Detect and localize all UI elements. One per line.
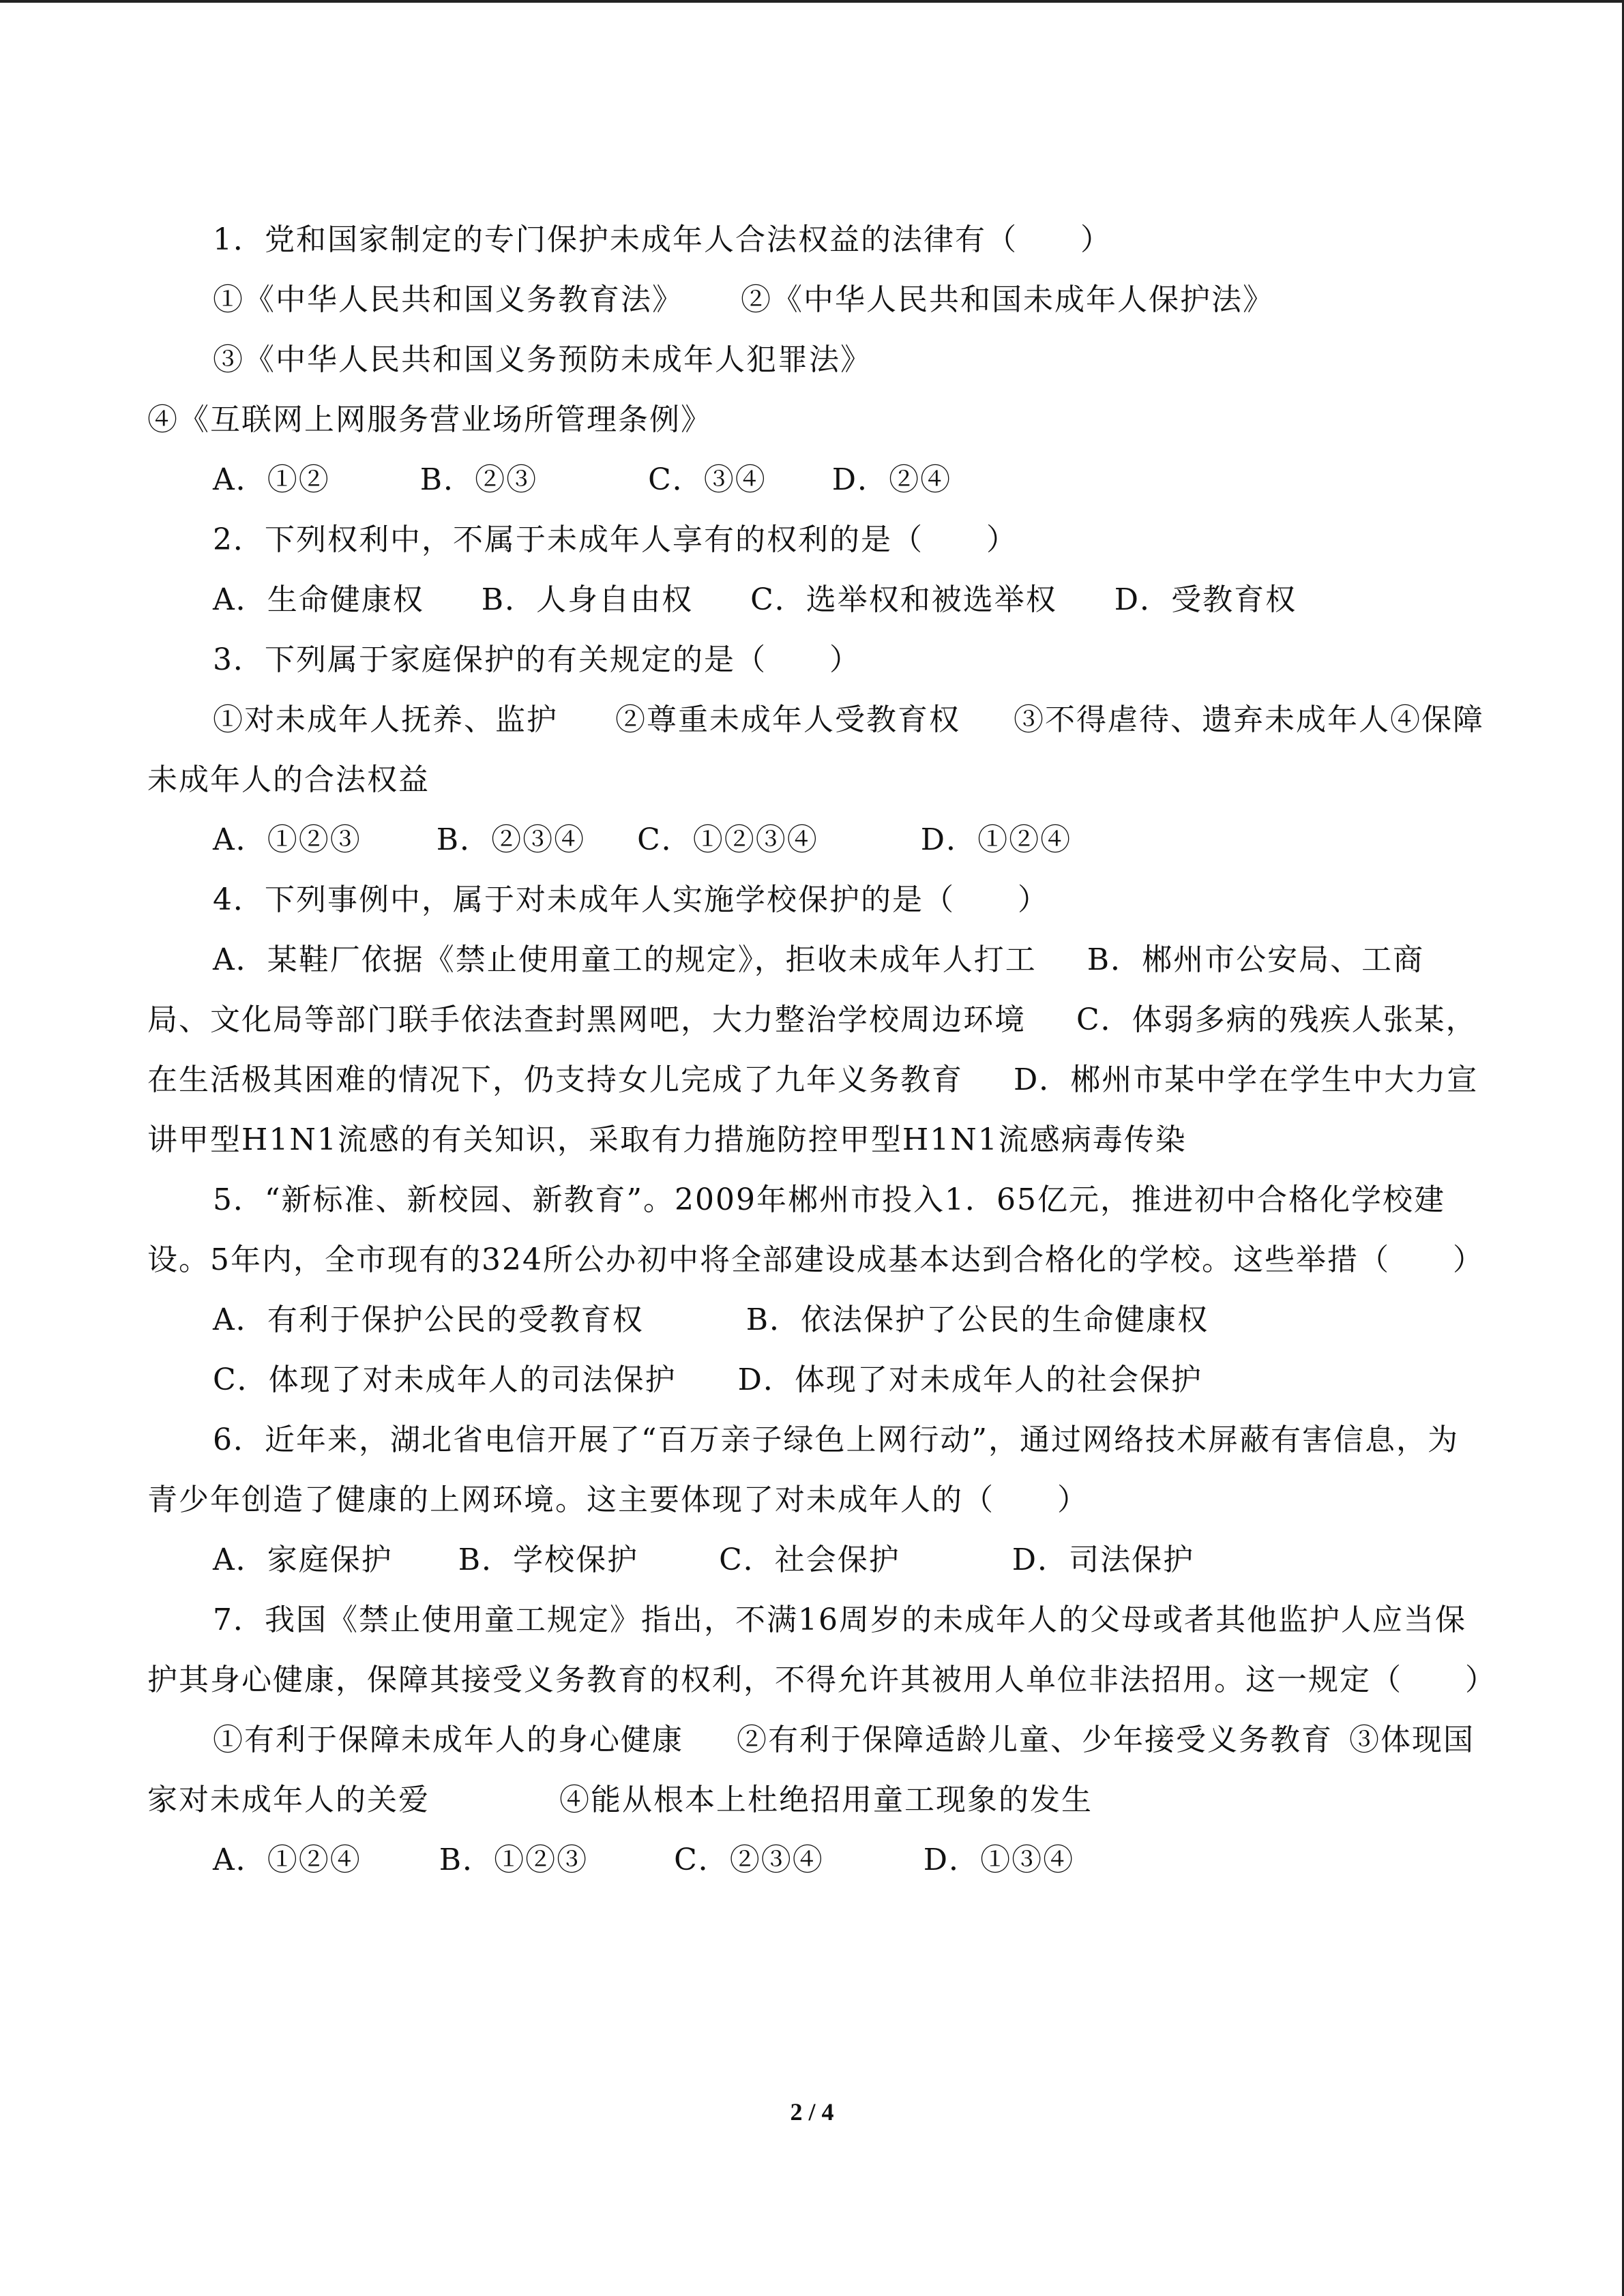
- q3-stem: 3．下列属于家庭保护的有关规定的是（ ）: [213, 642, 861, 677]
- q1-option-c: C．③④: [648, 462, 767, 497]
- q4-stem: 4．下列事例中，属于对未成年人实施学校保护的是（ ）: [213, 882, 1049, 917]
- q4-option-b: B．郴州市公安局、工商局、文化局等部门联手依法查封黑网吧，大力整治学校周边环境: [147, 942, 1425, 1037]
- q3-option-a: A．①②③: [213, 822, 361, 857]
- q7-items: [147, 1710, 1484, 1830]
- q3-option-b: B．②③④: [436, 822, 586, 857]
- q1-items-row1: [147, 270, 1484, 330]
- q7-stem: 7．我国《禁止使用童工规定》指出，不满16周岁的未成年人的父母或者其他监护人应当保护其身心健康，保障其接受义务教育的权利，不得允许其被用人单位非法招用。这一规定（ ）: [147, 1602, 1496, 1697]
- q1-item-1: ①《中华人民共和国义务教育法》: [213, 282, 683, 317]
- q6-option-b: B．学校保护: [458, 1542, 639, 1577]
- q3-item-4: ④保障未成年人的合法权益: [147, 702, 1484, 797]
- q5-option-d: D．体现了对未成年人的社会保护: [737, 1362, 1202, 1397]
- q7-item-2: ②有利于保障适龄儿童、少年接受义务教育: [737, 1723, 1333, 1757]
- q3-items: [147, 690, 1484, 810]
- q3-option-c: C．①②③④: [637, 822, 818, 857]
- q1-stem: 1．党和国家制定的专门保护未成年人合法权益的法律有（ ）: [213, 222, 1112, 257]
- q3-options: [213, 810, 1484, 870]
- q2-option-b: B．人身自由权: [481, 582, 694, 617]
- q7-item-1: ①有利于保障未成年人的身心健康: [213, 1723, 683, 1757]
- q6-stem: 6．近年来，湖北省电信开展了“百万亲子绿色上网行动”，通过网络技术屏蔽有害信息，为青少年创造了健康的上网环境。这主要体现了对未成年人的（ ）: [147, 1422, 1459, 1517]
- q3-item-3: ③不得虐待、遗弃未成年人: [1014, 702, 1390, 737]
- q4-option-c: C．体弱多病的残疾人张某，在生活极其困难的情况下，仍支持女儿完成了九年义务教育: [147, 1002, 1477, 1097]
- q3-item-2: ②尊重未成年人受教育权: [615, 702, 960, 737]
- q6-option-d: D．司法保护: [1012, 1542, 1195, 1577]
- q4-options: [147, 930, 1484, 1170]
- q5-option-c: C．体现了对未成年人的司法保护: [213, 1362, 677, 1397]
- q7-option-c: C．②③④: [674, 1843, 824, 1877]
- q5-option-b: B．依法保护了公民的生命健康权: [745, 1302, 1209, 1337]
- q2-option-c: C．选举权和被选举权: [750, 582, 1057, 617]
- q1-options: [213, 450, 1484, 510]
- q7-option-d: D．①③④: [923, 1843, 1075, 1877]
- q2-option-d: D．受教育权: [1114, 582, 1297, 617]
- q1-items-row2: [147, 330, 1484, 450]
- q1-item-4: ④《互联网上网服务营业场所管理条例》: [147, 402, 712, 437]
- q4-option-d: D．郴州市某中学在学生中大力宣讲甲型H1N1流感的有关知识，采取有力措施防控甲型H1N1流感病毒传染: [147, 1062, 1479, 1157]
- q5-stem: 5．“新标准、新校园、新教育”。2009年郴州市投入1．65亿元，推进初中合格化学校建设。5年内，全市现有的324所公办初中将全部建设成基本达到合格化的学校。这些举措（ ）: [147, 1182, 1484, 1277]
- q7-item-4: ④能从根本上杜绝招用童工现象的发生: [559, 1783, 1093, 1817]
- q5-option-a: A．有利于保护公民的受教育权: [213, 1302, 644, 1337]
- q1-item-3: ③《中华人民共和国义务预防未成年人犯罪法》: [213, 342, 872, 377]
- q7-option-b: B．①②③: [439, 1843, 589, 1877]
- q2-option-a: A．生命健康权: [213, 582, 424, 617]
- q1-option-d: D．②④: [831, 462, 952, 497]
- q5-options-row1: [213, 1290, 1484, 1350]
- q1-option-b: B．②③: [419, 462, 538, 497]
- page-number: 2 / 4: [790, 2098, 834, 2126]
- q5-options-row2: [213, 1350, 1484, 1410]
- q1-option-a: A．①②: [213, 462, 330, 497]
- q3-option-d: D．①②④: [920, 822, 1072, 857]
- q1-item-2: ②《中华人民共和国未成年人保护法》: [741, 282, 1274, 317]
- q7-item-3: ③体现国家对未成年人的关爱: [147, 1723, 1475, 1817]
- q7-options: [213, 1830, 1484, 1890]
- q6-option-c: C．社会保护: [719, 1542, 900, 1577]
- q4-option-a: A．某鞋厂依据《禁止使用童工的规定》，拒收未成年人打工: [213, 942, 1037, 977]
- document-body: [147, 210, 1496, 1890]
- top-border: [0, 0, 1624, 3]
- q2-options: [213, 570, 1484, 630]
- q6-options: [213, 1530, 1484, 1590]
- q3-item-1: ①对未成年人抚养、监护: [213, 702, 558, 737]
- q7-option-a: A．①②④: [213, 1843, 361, 1877]
- q2-stem: 2．下列权利中，不属于未成年人享有的权利的是（ ）: [213, 522, 1018, 557]
- q6-option-a: A．家庭保护: [213, 1542, 393, 1577]
